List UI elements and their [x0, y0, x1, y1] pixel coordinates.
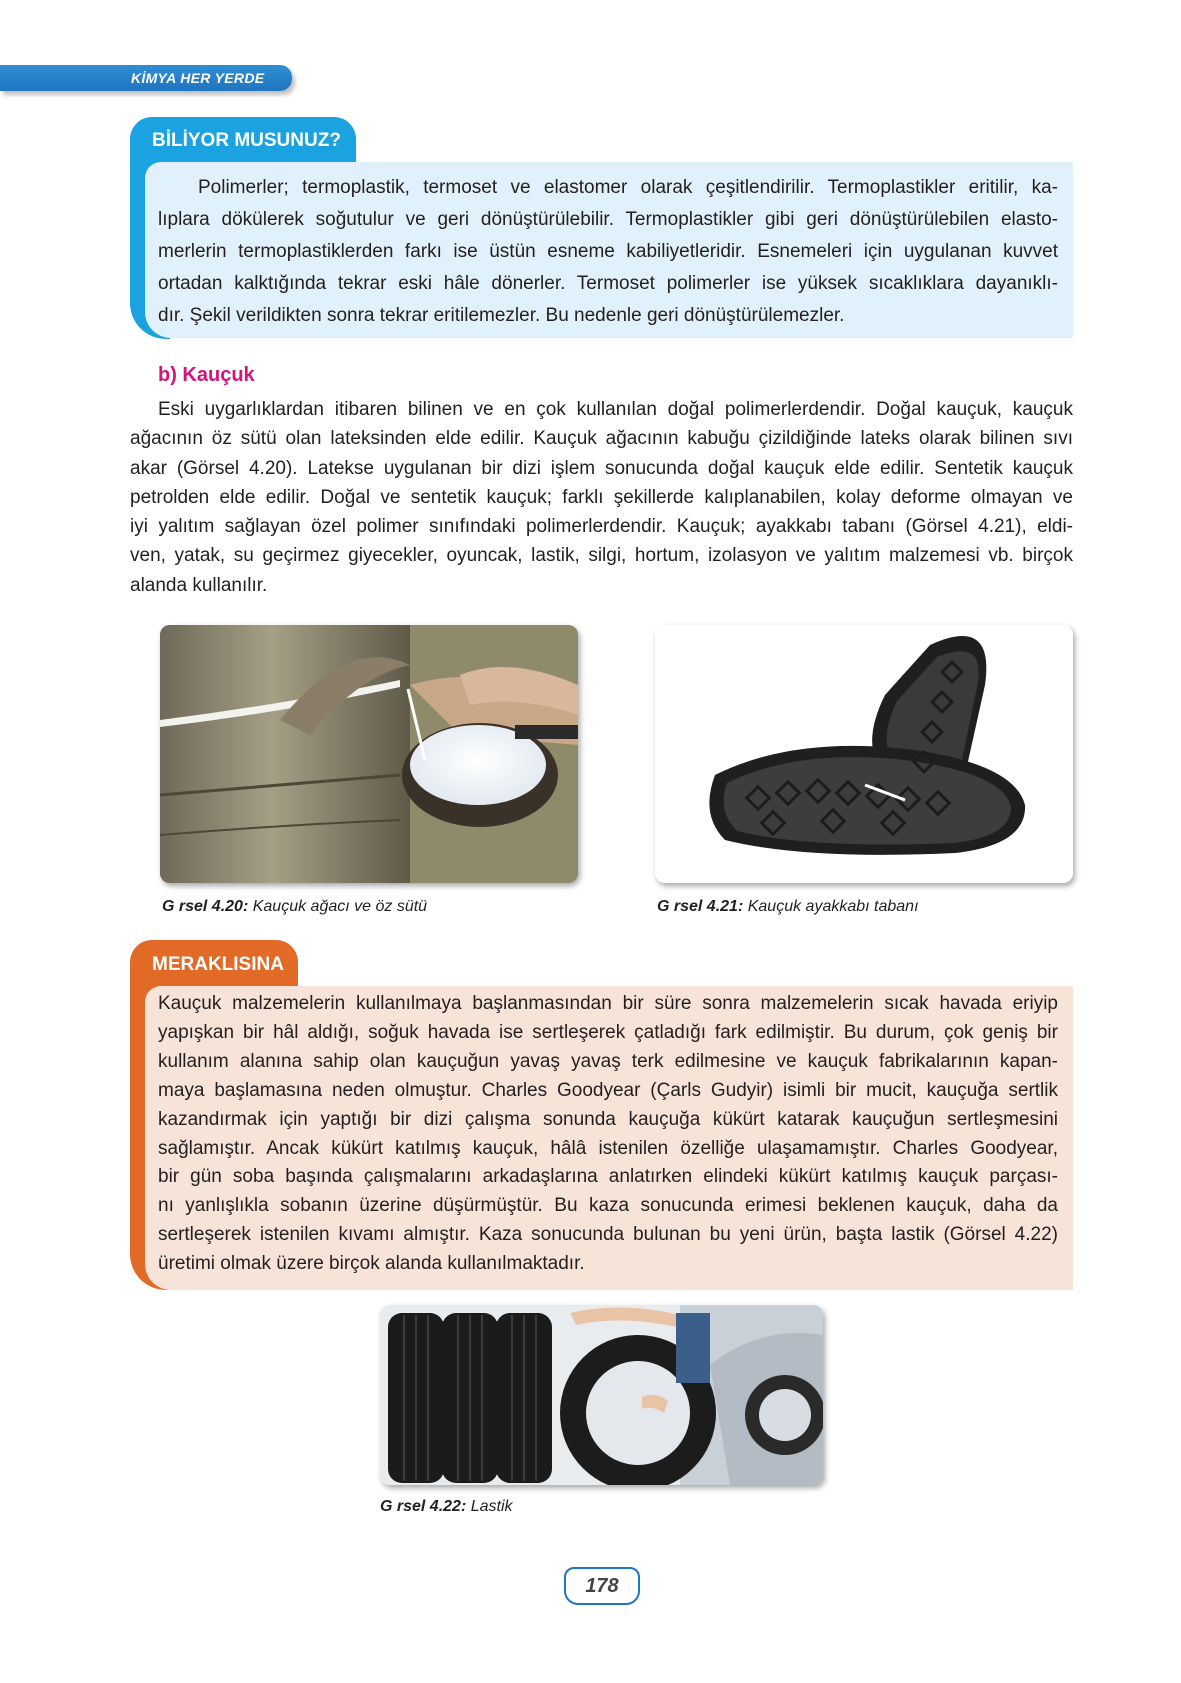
header-label: KİMYA HER YERDE — [131, 70, 265, 86]
figure-caption-4-21 — [657, 898, 919, 916]
info-line: lıplara dökülerek soğutulur ve geri dönüştürülebilir. Termoplastikler gibi geri dönüştürülebilen elasto- — [158, 209, 1058, 230]
meraklisina-tab — [130, 940, 298, 986]
figure-caption-4-20 — [162, 898, 427, 916]
rubber-tree-photo — [160, 625, 578, 883]
info-line: dır. Şekil verildikten sonra tekrar eritilemezler. Bu nedenle geri dönüştürülemezler. — [158, 305, 845, 326]
section-text — [130, 395, 1073, 600]
mer-line: sertleşerek istenilen kıvamı almıştır. Kaza sonucunda bulunan bu yeni ürün, başta lastik (Görsel 4.22) — [158, 1224, 1058, 1246]
header-tab — [0, 65, 292, 91]
mer-line: nı yanlışlıkla sobanın üzerine düşürmüştür. Bu kaza sonucunda erimesi beklenen kauçuk, daha da — [158, 1195, 1058, 1217]
mer-line: bir gün soba başında çalışmalarını arkadaşlarına anlatırken elindeki kükürt katılmış kauçuk parçası- — [158, 1166, 1058, 1188]
meraklisina-text — [158, 990, 1058, 1279]
mer-line: kullanım alanına sahip olan kauçuğun yavaş yavaş terk edilmesine ve kauçuk fabrikalarının kapan- — [158, 1050, 1058, 1072]
mer-line: Kauçuk malzemelerin kullanılmaya başlanmasından bir süre sonra malzemelerin sıcak havada eriyip — [158, 993, 1058, 1014]
mer-line: sağlamıştır. Ancak kükürt katılmış kauçuk, hâlâ istenilen özelliğe ulaşamamıştır. Charles Goodyear, — [158, 1137, 1058, 1159]
info-line: ortadan kalktığında tekrar eski hâle dönerler. Termoset polimerler ise yüksek sıcaklıklara dayanıklı- — [158, 273, 1058, 294]
mer-line: yapışkan bir hâl aldığı, soğuk havada ise sertleşerek çatladığı fark edilmiştir. Bu durum, çok geniş bir — [158, 1021, 1058, 1043]
mer-line: kazandırmak için yaptığı bir dizi çalışma sonunda kauçuğa kükürt katarak kauçuğun sertleşmesini — [158, 1108, 1058, 1130]
caption-label: G rsel 4.22: — [380, 1498, 467, 1515]
mer-line: maya başlamasına neden olmuştur. Charles Goodyear (Çarls Gudyir) isimli bir mucit, kauçuğa sertlik — [158, 1079, 1058, 1101]
caption-text: Lastik — [470, 1498, 513, 1515]
meraklisina-title: MERAKLISINA — [152, 954, 284, 975]
mer-line: üretimi olmak üzere birçok alanda kullanılmaktadır. — [158, 1253, 585, 1275]
info-box-title: BİLİYOR MUSUNUZ? — [152, 130, 341, 151]
shoe-sole-photo — [655, 625, 1073, 883]
page-number-text: 178 — [585, 1575, 619, 1597]
text-line: alanda kullanılır. — [130, 574, 268, 596]
text-line: iyi yalıtım sağlayan özel polimer sınıfındaki polimerlerdendir. Kauçuk; ayakkabı tabanı (Görsel 4.21), eldi- — [130, 516, 1073, 538]
caption-text: Kauçuk ayakkabı tabanı — [747, 898, 919, 915]
tires-photo — [380, 1305, 823, 1485]
info-line: Polimerler; termoplastik, termoset ve elastomer olarak çeşitlendirilir. Termoplastikler eritilir, ka- — [198, 177, 1058, 198]
text-line: akar (Görsel 4.20). Latekse uygulanan bir dizi işlem sonucunda doğal kauçuk elde edilir. Sentetik kauçuk — [130, 457, 1073, 479]
caption-label: G rsel 4.20: — [162, 898, 249, 915]
caption-text: Kauçuk ağacı ve öz sütü — [252, 898, 428, 915]
page-number — [564, 1567, 640, 1605]
info-box-tab — [130, 117, 356, 162]
info-box-text — [158, 172, 1058, 332]
text-line: ağacının öz sütü olan lateksinden elde edilir. Kauçuk ağacının kabuğu çizildiğinde lateks olarak bilinen sıvı — [130, 428, 1073, 450]
caption-label: G rsel 4.21: — [657, 898, 744, 915]
text-line: Eski uygarlıklardan itibaren bilinen ve en çok kullanılan doğal polimerlerdendir. Doğal kauçuk, kauçuk — [158, 399, 1073, 420]
figure-caption-4-22 — [380, 1498, 513, 1516]
info-line: merlerin termoplastiklerden farkı ise üstün esneme kabiliyetleridir. Esnemeleri için uygulanan kuvvet — [158, 241, 1058, 262]
section-heading: b) Kauçuk — [158, 364, 255, 386]
text-line: ven, yatak, su geçirmez giyecekler, oyuncak, lastik, silgi, hortum, izolasyon ve yalıtım malzemesi vb. birçok — [130, 545, 1073, 567]
text-line: petrolden elde edilir. Doğal ve sentetik kauçuk; farklı şekillerde kalıplanabilen, kolay deforme olmayan ve — [130, 486, 1073, 508]
